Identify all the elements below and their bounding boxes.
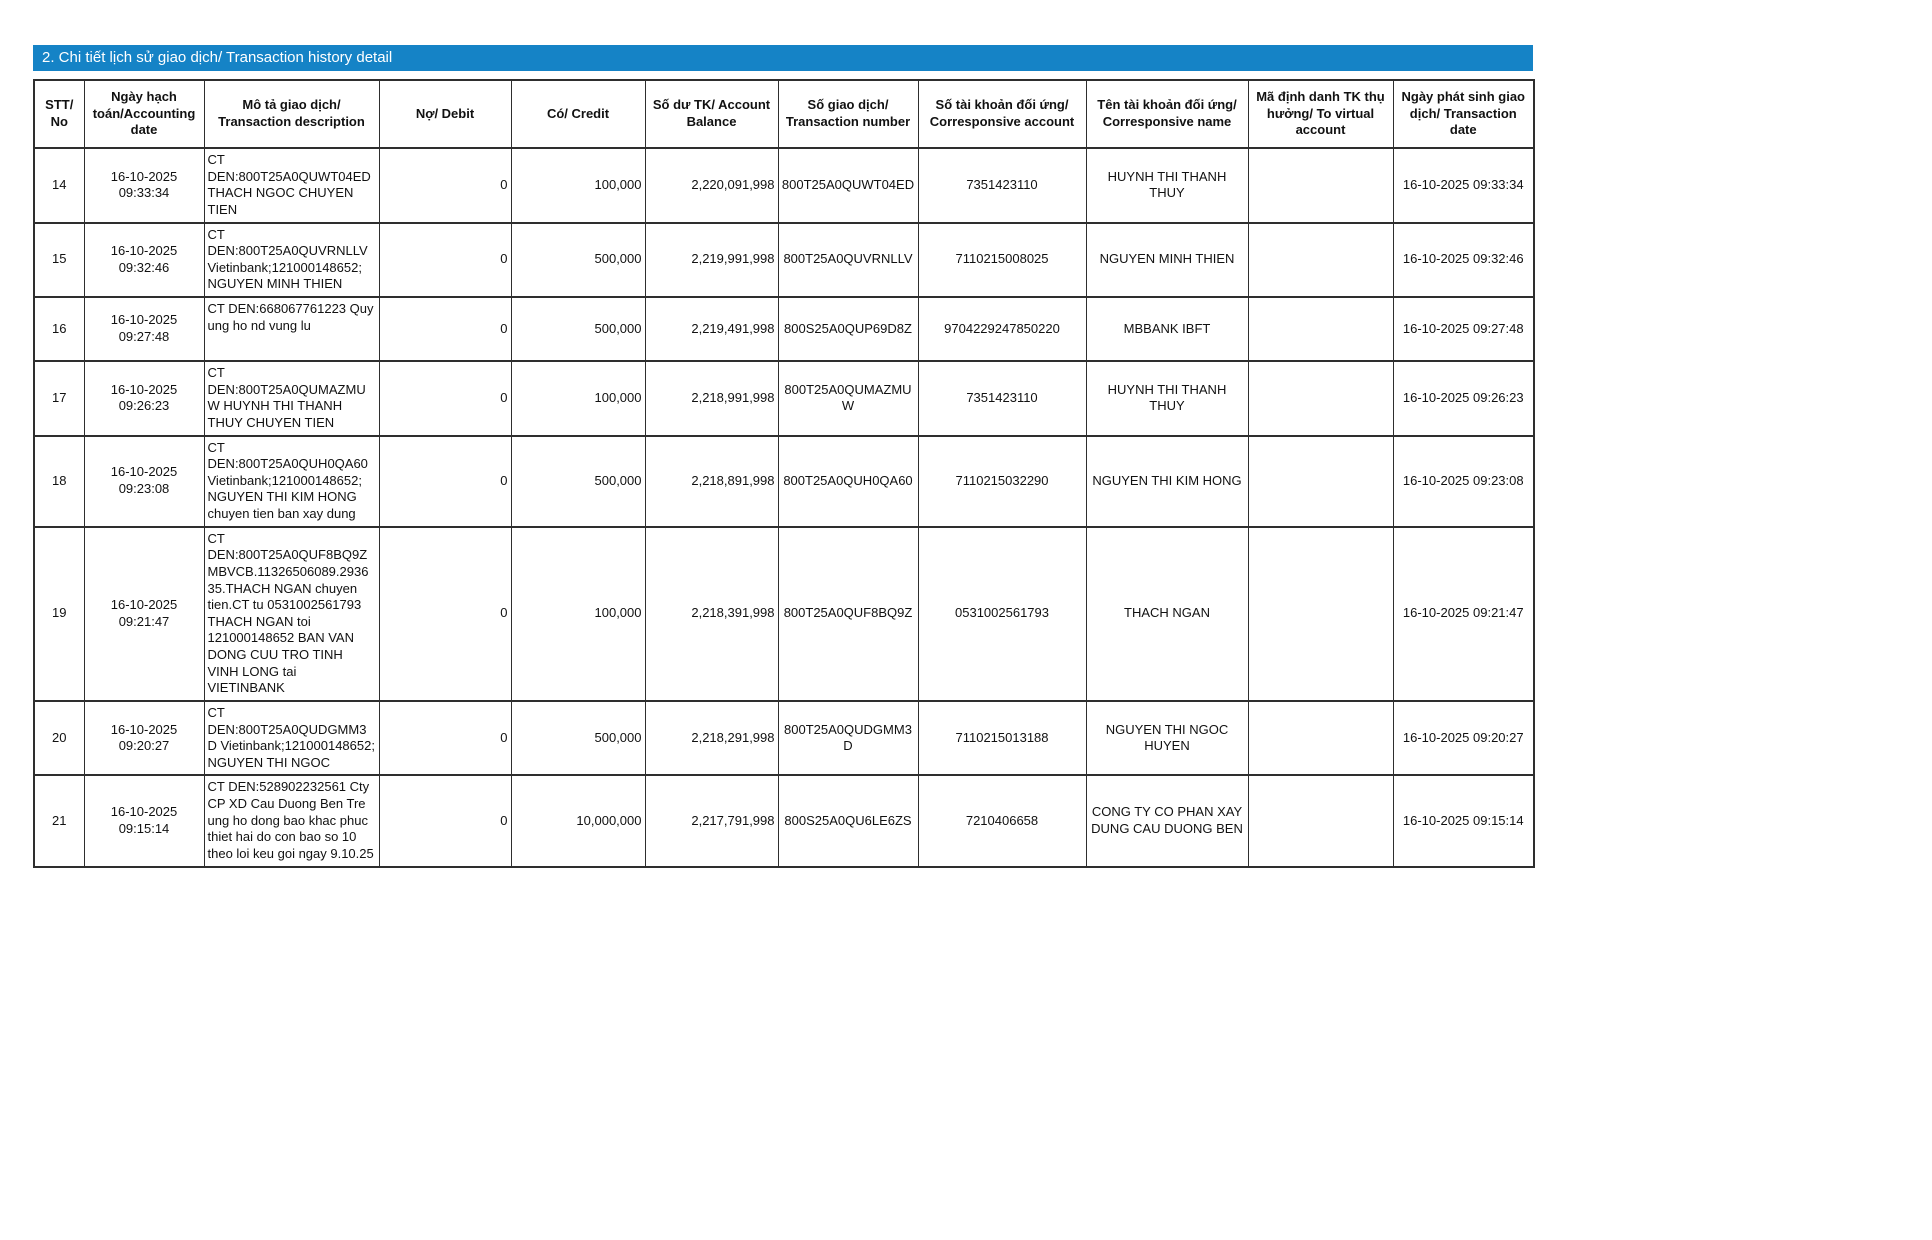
cell-balance: 2,219,991,998 xyxy=(645,223,778,298)
cell-transaction-number: 800T25A0QUH0QA60 xyxy=(778,436,918,527)
cell-description: CT DEN:668067761223 Quy ung ho nd vung lu xyxy=(204,297,379,361)
cell-transaction-number: 800T25A0QUMAZMUW xyxy=(778,361,918,436)
cell-corresponsive-account: 7110215008025 xyxy=(918,223,1086,298)
cell-corresponsive-name: HUYNH THI THANH THUY xyxy=(1086,361,1248,436)
transaction-row xyxy=(34,701,1534,776)
cell-virtual-account xyxy=(1248,223,1393,298)
cell-balance: 2,218,391,998 xyxy=(645,527,778,701)
col-header-description: Mô tả giao dịch/ Transaction description xyxy=(204,80,379,148)
cell-transaction-number: 800S25A0QU6LE6ZS xyxy=(778,775,918,866)
cell-transaction-date: 16-10-2025 09:33:34 xyxy=(1393,148,1534,223)
cell-credit: 500,000 xyxy=(511,436,645,527)
cell-no: 14 xyxy=(34,148,84,223)
cell-corresponsive-name: THACH NGAN xyxy=(1086,527,1248,701)
cell-description: CT DEN:800T25A0QUDGMM3D Vietinbank;121000148652; NGUYEN THI NGOC xyxy=(204,701,379,776)
cell-credit: 500,000 xyxy=(511,223,645,298)
cell-credit: 500,000 xyxy=(511,297,645,361)
transaction-row xyxy=(34,297,1534,361)
cell-transaction-date: 16-10-2025 09:27:48 xyxy=(1393,297,1534,361)
cell-credit: 100,000 xyxy=(511,148,645,223)
cell-corresponsive-account: 7351423110 xyxy=(918,148,1086,223)
cell-debit: 0 xyxy=(379,775,511,866)
cell-debit: 0 xyxy=(379,527,511,701)
col-header-virtual-account: Mã định danh TK thụ hưởng/ To virtual account xyxy=(1248,80,1393,148)
cell-corresponsive-name: CONG TY CO PHAN XAY DUNG CAU DUONG BEN xyxy=(1086,775,1248,866)
transaction-table-body xyxy=(34,148,1534,867)
cell-accounting-date: 16-10-2025 09:32:46 xyxy=(84,223,204,298)
cell-corresponsive-account: 9704229247850220 xyxy=(918,297,1086,361)
transaction-row xyxy=(34,361,1534,436)
cell-transaction-date: 16-10-2025 09:15:14 xyxy=(1393,775,1534,866)
cell-description: CT DEN:800T25A0QUVRNLLV Vietinbank;121000148652; NGUYEN MINH THIEN xyxy=(204,223,379,298)
col-header-credit: Có/ Credit xyxy=(511,80,645,148)
cell-transaction-date: 16-10-2025 09:21:47 xyxy=(1393,527,1534,701)
cell-no: 19 xyxy=(34,527,84,701)
cell-corresponsive-account: 7110215032290 xyxy=(918,436,1086,527)
cell-virtual-account xyxy=(1248,775,1393,866)
cell-debit: 0 xyxy=(379,436,511,527)
cell-transaction-number: 800T25A0QUDGMM3D xyxy=(778,701,918,776)
cell-no: 20 xyxy=(34,701,84,776)
cell-balance: 2,219,491,998 xyxy=(645,297,778,361)
cell-corresponsive-name: NGUYEN THI NGOC HUYEN xyxy=(1086,701,1248,776)
cell-balance: 2,218,291,998 xyxy=(645,701,778,776)
cell-no: 21 xyxy=(34,775,84,866)
cell-debit: 0 xyxy=(379,297,511,361)
transaction-row xyxy=(34,527,1534,701)
cell-corresponsive-account: 7351423110 xyxy=(918,361,1086,436)
col-header-corresponsive-account: Số tài khoản đối ứng/ Corresponsive account xyxy=(918,80,1086,148)
cell-no: 17 xyxy=(34,361,84,436)
cell-transaction-date: 16-10-2025 09:23:08 xyxy=(1393,436,1534,527)
cell-credit: 100,000 xyxy=(511,361,645,436)
cell-no: 16 xyxy=(34,297,84,361)
cell-corresponsive-account: 7210406658 xyxy=(918,775,1086,866)
col-header-corresponsive-name: Tên tài khoản đối ứng/ Corresponsive name xyxy=(1086,80,1248,148)
col-header-transaction-date: Ngày phát sinh giao dịch/ Transaction date xyxy=(1393,80,1534,148)
cell-transaction-number: 800S25A0QUP69D8Z xyxy=(778,297,918,361)
transaction-row xyxy=(34,775,1534,866)
cell-description: CT DEN:800T25A0QUF8BQ9Z MBVCB.11326506089.293635.THACH NGAN chuyen tien.CT tu 0531002561793 THACH NGAN toi 121000148652 BAN VAN DONG CUU TRO TINH VINH LONG tai VIETINBANK xyxy=(204,527,379,701)
cell-corresponsive-name: NGUYEN MINH THIEN xyxy=(1086,223,1248,298)
cell-debit: 0 xyxy=(379,223,511,298)
cell-credit: 10,000,000 xyxy=(511,775,645,866)
cell-accounting-date: 16-10-2025 09:15:14 xyxy=(84,775,204,866)
cell-no: 18 xyxy=(34,436,84,527)
transaction-row xyxy=(34,436,1534,527)
transaction-table xyxy=(33,79,1535,868)
cell-no: 15 xyxy=(34,223,84,298)
cell-transaction-number: 800T25A0QUWT04ED xyxy=(778,148,918,223)
col-header-transaction-number: Số giao dịch/ Transaction number xyxy=(778,80,918,148)
col-header-debit: Nợ/ Debit xyxy=(379,80,511,148)
cell-virtual-account xyxy=(1248,527,1393,701)
col-header-balance: Số dư TK/ Account Balance xyxy=(645,80,778,148)
cell-corresponsive-account: 7110215013188 xyxy=(918,701,1086,776)
section-title: 2. Chi tiết lịch sử giao dịch/ Transaction history detail xyxy=(42,49,393,66)
cell-balance: 2,218,991,998 xyxy=(645,361,778,436)
cell-transaction-number: 800T25A0QUVRNLLV xyxy=(778,223,918,298)
cell-corresponsive-account: 0531002561793 xyxy=(918,527,1086,701)
report-page xyxy=(33,45,1533,868)
section-title-bar xyxy=(33,45,1533,71)
cell-credit: 500,000 xyxy=(511,701,645,776)
cell-virtual-account xyxy=(1248,297,1393,361)
cell-corresponsive-name: HUYNH THI THANH THUY xyxy=(1086,148,1248,223)
cell-balance: 2,220,091,998 xyxy=(645,148,778,223)
cell-accounting-date: 16-10-2025 09:33:34 xyxy=(84,148,204,223)
table-header xyxy=(34,80,1534,148)
cell-balance: 2,218,891,998 xyxy=(645,436,778,527)
cell-corresponsive-name: NGUYEN THI KIM HONG xyxy=(1086,436,1248,527)
cell-debit: 0 xyxy=(379,701,511,776)
cell-debit: 0 xyxy=(379,148,511,223)
cell-description: CT DEN:528902232561 Cty CP XD Cau Duong Ben Tre ung ho dong bao khac phuc thiet hai do con bao so 10 theo loi keu goi ngay 9.10.25 xyxy=(204,775,379,866)
cell-transaction-date: 16-10-2025 09:20:27 xyxy=(1393,701,1534,776)
cell-balance: 2,217,791,998 xyxy=(645,775,778,866)
transaction-row xyxy=(34,148,1534,223)
transaction-row xyxy=(34,223,1534,298)
cell-virtual-account xyxy=(1248,701,1393,776)
cell-debit: 0 xyxy=(379,361,511,436)
cell-accounting-date: 16-10-2025 09:26:23 xyxy=(84,361,204,436)
cell-description: CT DEN:800T25A0QUMAZMUW HUYNH THI THANH THUY CHUYEN TIEN xyxy=(204,361,379,436)
table-header-row xyxy=(34,80,1534,148)
col-header-accounting-date: Ngày hạch toán/Accounting date xyxy=(84,80,204,148)
cell-transaction-date: 16-10-2025 09:26:23 xyxy=(1393,361,1534,436)
cell-accounting-date: 16-10-2025 09:27:48 xyxy=(84,297,204,361)
col-header-no: STT/ No xyxy=(34,80,84,148)
cell-accounting-date: 16-10-2025 09:23:08 xyxy=(84,436,204,527)
cell-virtual-account xyxy=(1248,361,1393,436)
cell-description: CT DEN:800T25A0QUWT04ED THACH NGOC CHUYEN TIEN xyxy=(204,148,379,223)
cell-virtual-account xyxy=(1248,148,1393,223)
cell-transaction-date: 16-10-2025 09:32:46 xyxy=(1393,223,1534,298)
cell-credit: 100,000 xyxy=(511,527,645,701)
cell-transaction-number: 800T25A0QUF8BQ9Z xyxy=(778,527,918,701)
cell-corresponsive-name: MBBANK IBFT xyxy=(1086,297,1248,361)
cell-description: CT DEN:800T25A0QUH0QA60 Vietinbank;121000148652; NGUYEN THI KIM HONG chuyen tien ban xay dung xyxy=(204,436,379,527)
cell-accounting-date: 16-10-2025 09:20:27 xyxy=(84,701,204,776)
cell-virtual-account xyxy=(1248,436,1393,527)
cell-accounting-date: 16-10-2025 09:21:47 xyxy=(84,527,204,701)
